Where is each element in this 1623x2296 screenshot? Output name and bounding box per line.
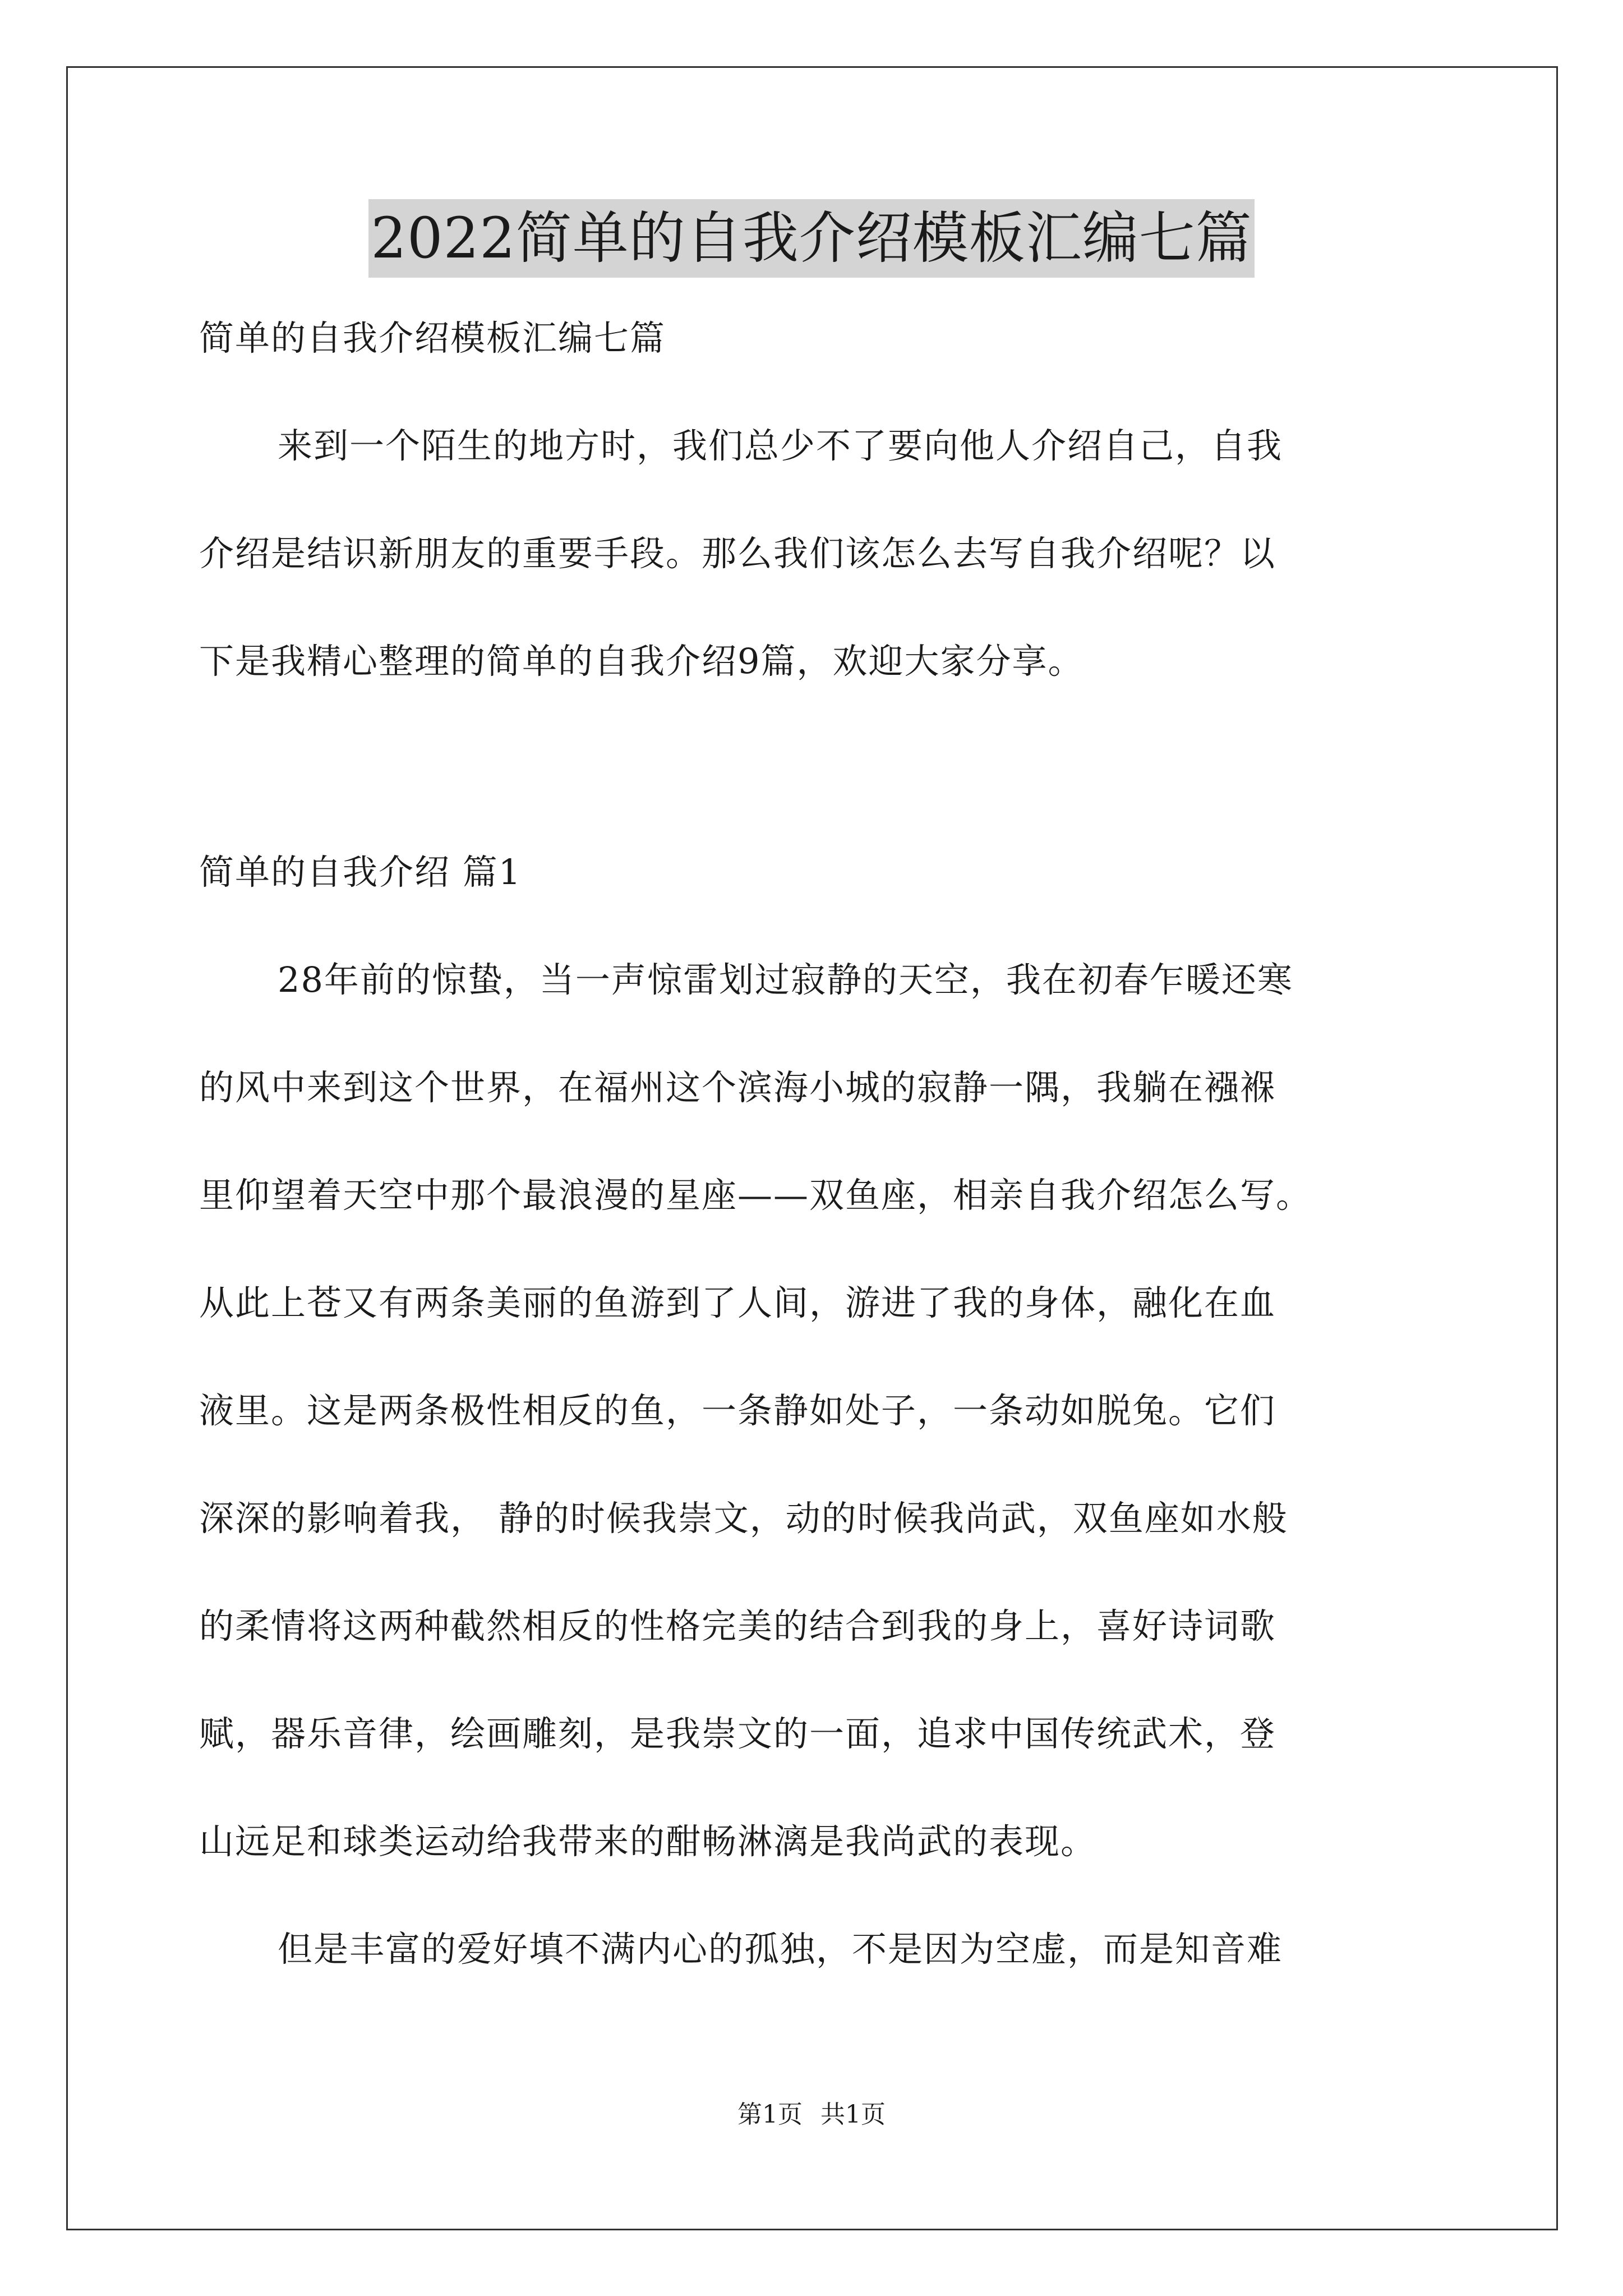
body-line: 但是丰富的爱好填不满内心的孤独，不是因为空虚，而是知音难 (278, 1929, 1283, 1970)
page-footer (0, 2098, 1623, 2132)
document-body (199, 311, 1433, 2030)
body-line: 赋，器乐音律，绘画雕刻，是我崇文的一面，追求中国传统武术，登 (199, 1713, 1276, 1754)
intro-line: 下是我精心整理的简单的自我介绍9篇，欢迎大家分享。 (199, 641, 1084, 682)
body-line: 28年前的惊蛰，当一声惊雷划过寂静的天空，我在初春乍暖还寒 (278, 959, 1293, 1000)
body-line: 的风中来到这个世界，在福州这个滨海小城的寂静一隅，我躺在襁褓 (199, 1067, 1276, 1108)
body-line: 液里。这是两条极性相反的鱼，一条静如处子，一条动如脱兔。它们 (199, 1390, 1276, 1431)
page-total: 共1页 (820, 2100, 886, 2129)
page-number: 第1页 (737, 2100, 803, 2129)
title-block (0, 199, 1623, 278)
body-line: 山远足和球类运动给我带来的酣畅淋漓是我尚武的表现。 (199, 1821, 1097, 1862)
body-line: 从此上苍又有两条美丽的鱼游到了人间，游进了我的身体，融化在血 (199, 1282, 1276, 1323)
document-title: 2022简单的自我介绍模板汇编七篇 (368, 199, 1255, 278)
subtitle: 简单的自我介绍模板汇编七篇 (199, 318, 666, 358)
body-line: 深深的影响着我， 静的时候我崇文，动的时候我尚武，双鱼座如水般 (199, 1498, 1288, 1539)
section-heading: 简单的自我介绍 篇1 (199, 852, 522, 892)
intro-line: 来到一个陌生的地方时，我们总少不了要向他人介绍自己，自我 (278, 425, 1283, 466)
body-line: 的柔情将这两种截然相反的性格完美的结合到我的身上，喜好诗词歌 (199, 1605, 1276, 1646)
intro-line: 介绍是结识新朋友的重要手段。那么我们该怎么去写自我介绍呢？以 (199, 533, 1276, 574)
body-line: 里仰望着天空中那个最浪漫的星座——双鱼座，相亲自我介绍怎么写。 (199, 1175, 1312, 1216)
spacer (199, 742, 1433, 845)
